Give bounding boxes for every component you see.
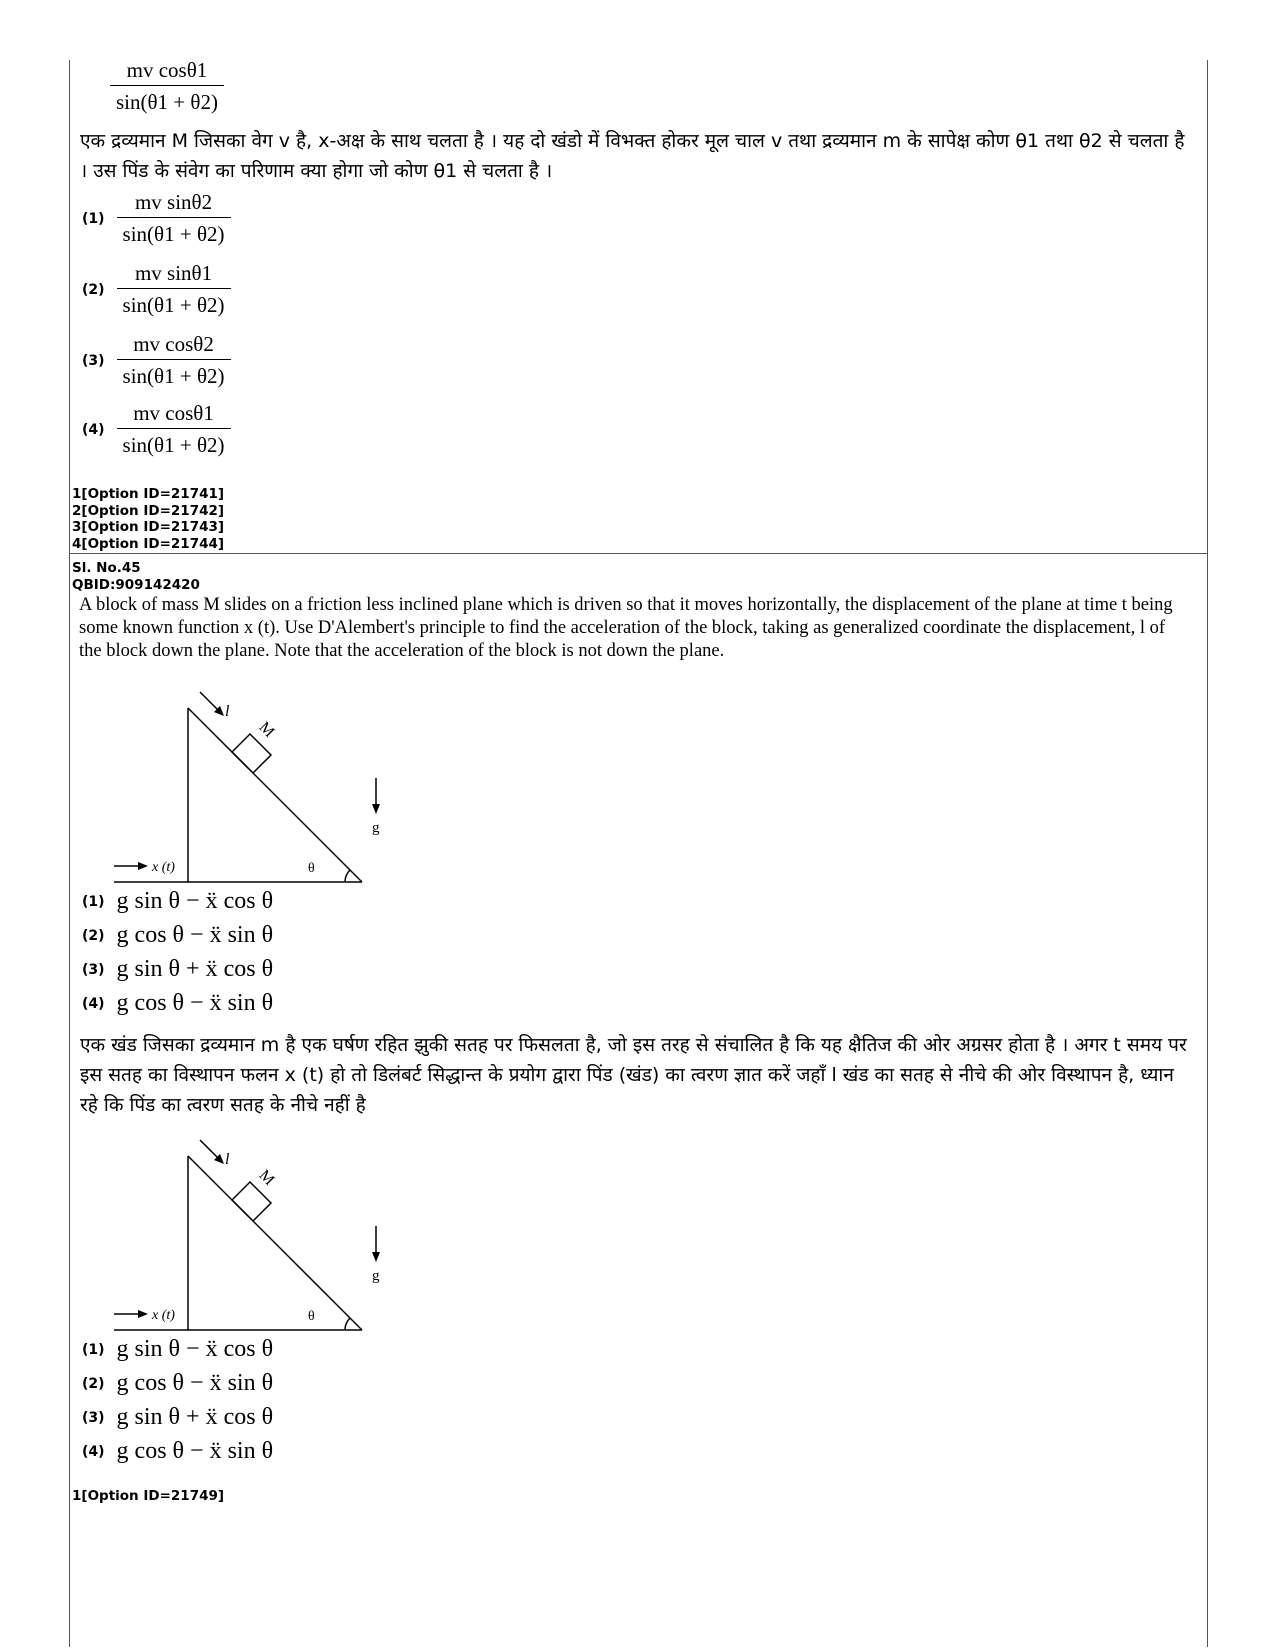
plane-incline [188, 708, 362, 882]
angle-label: θ [308, 861, 315, 876]
fraction-denominator: sin(θ1 + θ2) [122, 222, 225, 246]
gravity-label: g [372, 1268, 380, 1284]
fraction-numerator: mv sinθ1 [134, 261, 213, 285]
option-expression: g cos θ − ẍ sin θ [116, 922, 274, 948]
option-id: 3[Option ID=21743] [72, 519, 225, 535]
q44-option-1[interactable] [82, 192, 231, 245]
option-label: (2) [82, 281, 105, 298]
option-label: (2) [82, 1375, 105, 1392]
option-label: (3) [82, 961, 105, 978]
q44-option-ids [72, 486, 224, 552]
option-label: (4) [82, 421, 105, 438]
q45-hindi-question: एक खंड जिसका द्रव्यमान m है एक घर्षण रहित झुकी सतह पर फिसलता है, जो इस तरह से संचालित है कि यह क्षैतिज की ओर अग्रसर होता है । अगर t समय पर इस सतह का विस्थापन फलन x (t) हो तो डिलंबर्ट सिद्धान्त के प्रयोग द्वारा पिंड (खंड) का त्वरण ज्ञात करें जहाँ l खंड का सतह से नीचे की ओर विस्थापन है, ध्यान रहे कि पिंड का त्वरण सतह के नीचे नहीं है [80, 1034, 1187, 1116]
option-id: 4[Option ID=21744] [72, 535, 225, 552]
angle-arc [345, 1318, 350, 1330]
q45-hi-option-2[interactable] [82, 1370, 273, 1397]
q45-english-question: A block of mass M slides on a friction less inclined plane which is driven so that it moves horizontally, the displacement of the plane at time t being some known function x (t). Use D'Alembert's principle to find the acceleration of the block, taking as generalized coordinate the displacement, l of the block down the plane. Note that the acceleration of the block is not down the plane. [79, 595, 1173, 661]
fraction-numerator: mv cosθ2 [133, 332, 214, 356]
question-page [69, 60, 1208, 1647]
fraction-numerator: mv sinθ2 [134, 190, 213, 214]
length-label: l [225, 1151, 230, 1168]
q45-header [72, 560, 200, 593]
q45-hi-option-4[interactable] [82, 1438, 273, 1465]
serial-number: Sl. No.45 [72, 560, 141, 576]
x-arrowhead-icon [138, 862, 148, 870]
fraction-denominator: sin(θ1 + θ2) [122, 364, 225, 388]
q44-option-4[interactable] [82, 403, 231, 456]
angle-label: θ [308, 1309, 315, 1324]
fraction-numerator: mv cosθ1 [133, 401, 214, 425]
option-label: (3) [82, 1409, 105, 1426]
fraction-numerator: mv cosθ1 [126, 58, 208, 82]
q45-option-ids [72, 1488, 224, 1505]
mass-label: M [255, 1166, 278, 1189]
option-expression: g cos θ − ẍ sin θ [116, 1370, 274, 1396]
qbid: QBID:909142420 [72, 576, 200, 593]
q44-option-2[interactable] [82, 263, 231, 316]
q45-hi-option-3[interactable] [82, 1404, 273, 1431]
option-expression: g cos θ − ẍ sin θ [116, 990, 274, 1016]
option-expression: g sin θ − ẍ cos θ [116, 888, 274, 914]
option-label: (1) [82, 1341, 105, 1358]
q45-en-option-2[interactable] [82, 922, 273, 949]
top-fraction [110, 60, 224, 113]
option-id: 2[Option ID=21742] [72, 502, 225, 519]
q45-hi-option-1[interactable] [82, 1336, 273, 1363]
option-expression: g sin θ + ẍ cos θ [116, 956, 274, 982]
option-label: (4) [82, 995, 105, 1012]
q44-option-3[interactable] [82, 334, 231, 387]
fraction-denominator: sin(θ1 + θ2) [122, 293, 225, 317]
x-label: x (t) [152, 1308, 175, 1323]
option-label: (1) [82, 893, 105, 910]
inclined-plane-diagram-hindi [100, 1136, 400, 1336]
mass-label: M [255, 718, 278, 741]
gravity-arrowhead-icon [372, 804, 380, 814]
q45-en-option-1[interactable] [82, 888, 273, 915]
option-id: 1[Option ID=21749] [72, 1488, 225, 1504]
plane-incline [188, 1156, 362, 1330]
option-label: (2) [82, 927, 105, 944]
angle-arc [345, 870, 350, 882]
q45-en-option-4[interactable] [82, 990, 273, 1017]
x-arrowhead-icon [138, 1310, 148, 1318]
gravity-arrowhead-icon [372, 1252, 380, 1262]
q44-hindi-question: एक द्रव्यमान M जिसका वेग v है, x-अक्ष के साथ चलता है । यह दो खंडो में विभक्त होकर मूल चाल v तथा द्रव्यमान m के सापेक्ष कोण θ1 तथा θ2 से चलता है । उस पिंड के संवेग का परिणाम क्या होगा जो कोण θ1 से चलता है । [80, 130, 1185, 182]
fraction-denominator: sin(θ1 + θ2) [122, 433, 225, 457]
option-id: 1[Option ID=21741] [72, 486, 225, 502]
inclined-plane-diagram [100, 688, 400, 888]
option-expression: g sin θ − ẍ cos θ [116, 1336, 274, 1362]
gravity-label: g [372, 820, 380, 836]
option-label: (3) [82, 352, 105, 369]
question-divider [70, 553, 1207, 554]
fraction-denominator: sin(θ1 + θ2) [116, 90, 218, 114]
option-expression: g sin θ + ẍ cos θ [116, 1404, 274, 1430]
option-expression: g cos θ − ẍ sin θ [116, 1438, 274, 1464]
x-label: x (t) [152, 860, 175, 875]
length-label: l [225, 703, 230, 720]
option-label: (4) [82, 1443, 105, 1460]
q45-en-option-3[interactable] [82, 956, 273, 983]
option-label: (1) [82, 210, 105, 227]
